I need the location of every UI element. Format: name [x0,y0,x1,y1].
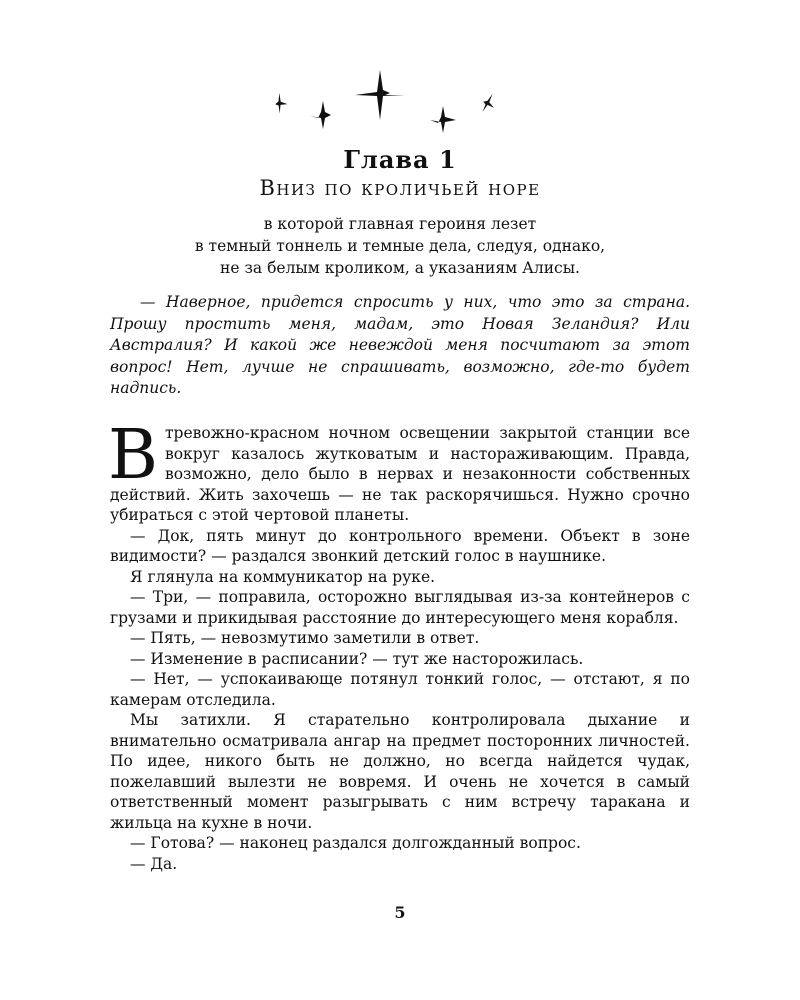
star-icon [355,70,405,120]
chapter-body [108,416,690,874]
subtitle-line: в темный тоннель и темные дела, следуя, однако, [194,237,606,255]
chapter-title: Вниз по кроличьей норе [259,176,541,200]
paragraph: Я глянула на коммуникатор на руке. [130,567,436,586]
paragraph: Мы затихли. Я старательно контролировала дыхание и внимательно осматривала ангар на предмет посторонних личностей. По идее, никого быть не должно, но всегда найдется чудак, пожелавший вылезти не вовремя. И очень не хочется в самый ответственный момент разыгрывать с ним встречу таракана и жильца на кухне в ночи. [110,711,690,832]
stars-ornament-icon [255,65,505,145]
star-icon [310,101,331,129]
subtitle-line: не за белым кроликом, а указаниям Алисы. [220,259,580,277]
star-icon [430,106,456,133]
chapter-subtitle [0,213,800,279]
star-icon [481,92,498,114]
paragraph: — Три, — поправила, осторожно выглядывая из-за контейнеров с грузами и прикидывая расстояние до интересующего меня корабля. [110,588,690,627]
paragraph: — Док, пять минут до контрольного времени. Объект в зоне видимости? — раздался звонкий детский голос в наушнике. [110,526,690,565]
paragraph: — Пять, — невозмутимо заметили в ответ. [130,629,480,647]
paragraph: — Готова? — наконец раздался долгожданный вопрос. [130,834,581,852]
first-paragraph-text: тревожно-красном ночном освещении закрытой станции все вокруг казалось жутковатым и настораживающим. Правда, возможно, дело было в нервах и незаконности собственных действий. Жить захочешь — не так раскорячишься. Нужно срочно убираться с этой чертовой планеты. [110,424,690,524]
first-paragraph [108,416,690,526]
drop-cap: В [108,416,158,495]
epigraph-text: — Наверное, придется спросить у них, что это за страна. Прошу простить меня, мадам, это Новая Зеландия? Или Австралия? И какой же невеждой меня посчитают за этот вопрос! Нет, лучше не спрашивать, возможно, где-то будет надпись. [110,293,690,397]
paragraph: — Изменение в расписании? — тут же насторожилась. [130,649,584,668]
star-icon [273,92,290,114]
chapter-number: Глава 1 [343,145,457,174]
page-number: 5 [394,903,406,922]
epigraph [110,292,690,400]
paragraph: — Нет, — успокаивающе потянул тонкий голос, — отстают, я по камерам отследила. [110,670,690,709]
subtitle-line: в которой главная героиня лезет [263,215,537,233]
paragraph: — Да. [130,854,178,873]
